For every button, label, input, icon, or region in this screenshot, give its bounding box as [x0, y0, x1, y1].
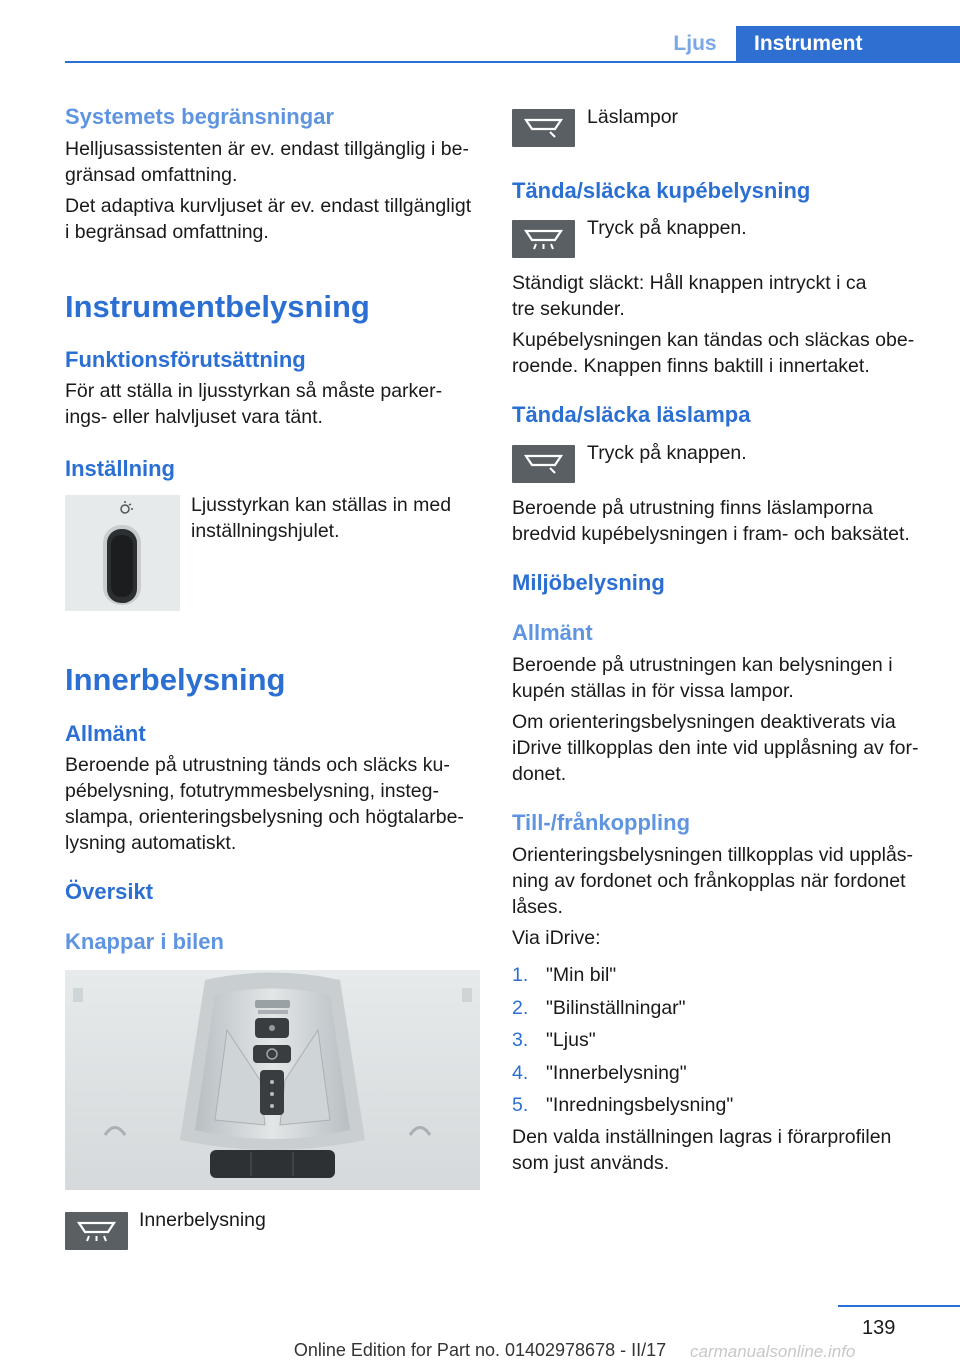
interior-light-button-icon-2	[512, 220, 575, 258]
step-text: "Innerbelysning"	[546, 1061, 687, 1084]
step-number: 4.	[512, 1061, 529, 1084]
saved-line-2: som just används.	[512, 1152, 670, 1174]
step-text: "Bilinställningar"	[546, 996, 686, 1019]
roof-console-image	[65, 970, 480, 1190]
system-limits-line-3: Det adaptiva kurvljuset är ev. endast tillgängligt	[65, 195, 472, 217]
roof-console-illustration	[65, 970, 480, 1190]
system-limits-line-1: Helljusassistenten är ev. endast tillgänglig i be-	[65, 138, 469, 160]
header-tab-instrument[interactable]: Instrument	[736, 26, 960, 61]
press-button-text-2: Tryck på knappen.	[587, 442, 747, 464]
step-number: 3.	[512, 1029, 529, 1051]
step-number: 5.	[512, 1094, 529, 1116]
saved-line-1: Den valda inställningen lagras i förarprofilen	[512, 1126, 892, 1148]
list-item	[512, 1024, 733, 1057]
list-item	[512, 1089, 733, 1122]
section-title-system-limits: Systemets begränsningar	[65, 104, 334, 129]
header-tab-ljus[interactable]: Ljus	[673, 32, 717, 55]
reading-light-icon	[512, 445, 575, 483]
onoff-line-3: låses.	[512, 896, 563, 918]
heading-ambient-general: Allmänt	[512, 620, 593, 645]
press-button-text-1: Tryck på knappen.	[587, 217, 747, 239]
equipment-line-1: Beroende på utrustning finns läslamporna	[512, 497, 873, 519]
ambient-line-5: donet.	[512, 763, 567, 785]
heading-ambient-lighting: Miljöbelysning	[512, 570, 665, 595]
step-text: "Inredningsbelysning"	[546, 1094, 734, 1116]
onoff-line-1: Orienteringsbelysningen tillkopplas vid upplås-	[512, 844, 914, 866]
independent-line-1: Kupébelysningen kan tändas och släckas obe-	[512, 329, 915, 351]
list-item	[512, 1057, 733, 1090]
reading-light-icon	[512, 109, 575, 147]
heading-interior-lighting: Innerbelysning	[65, 662, 286, 697]
via-idrive-text: Via iDrive:	[512, 927, 601, 949]
interior-light-label: Innerbelysning	[139, 1209, 266, 1231]
independent-line-2: roende. Knappen finns baktill i innertaket.	[512, 355, 870, 377]
ambient-line-2: kupén ställas in för vissa lampor.	[512, 680, 794, 702]
interior-light-icon	[65, 1212, 128, 1250]
header-rule	[65, 61, 960, 63]
heading-general: Allmänt	[65, 721, 146, 746]
heading-function-requirement: Funktionsförutsättning	[65, 347, 306, 372]
reading-light-button-icon-2	[512, 445, 575, 483]
page-number: 139	[862, 1317, 896, 1339]
heading-setting: Inställning	[65, 456, 175, 481]
interior-light-icon	[512, 220, 575, 258]
dimmer-wheel-icon	[65, 495, 180, 611]
equipment-line-2: bredvid kupébelysningen i fram- och baksätet.	[512, 523, 910, 545]
function-requirement-line-2: ings- eller halvljuset vara tänt.	[65, 406, 323, 428]
list-item	[512, 992, 733, 1025]
footer-rule	[838, 1305, 960, 1307]
setting-line-1: Ljusstyrkan kan ställas in med	[191, 494, 452, 516]
step-text: "Min bil"	[546, 964, 617, 986]
ambient-line-4: iDrive tillkopplas den inte vid upplåsning av for-	[512, 737, 919, 759]
idrive-steps-list	[512, 959, 733, 1122]
always-off-line-2: tre sekunder.	[512, 298, 625, 320]
heading-buttons-in-car: Knappar i bilen	[65, 929, 224, 954]
reading-light-button-icon-1	[512, 109, 575, 147]
watermark: carmanualsonline.info	[690, 1342, 856, 1361]
footer-edition: Online Edition for Part no. 01402978678 - II/17	[293, 1340, 667, 1360]
list-item	[512, 959, 733, 992]
general-line-2: pébelysning, fotutrymmesbelysning, insteg-	[65, 780, 439, 802]
general-line-3: slampa, orienteringsbelysning och högtalarbe-	[65, 806, 464, 828]
heading-overview: Översikt	[65, 879, 154, 904]
dimmer-wheel-image	[65, 495, 180, 611]
general-line-1: Beroende på utrustning tänds och släcks ku-	[65, 754, 450, 776]
ambient-line-3: Om orienteringsbelysningen deaktiverats via	[512, 711, 896, 733]
reading-lamps-label: Läslampor	[587, 106, 679, 128]
step-number: 1.	[512, 964, 529, 986]
onoff-line-2: ning av fordonet och frånkopplas när fordonet	[512, 870, 906, 892]
interior-light-button-icon	[65, 1212, 128, 1250]
heading-on-off: Till-/frånkoppling	[512, 810, 691, 835]
system-limits-line-2: gränsad omfattning.	[65, 164, 238, 186]
general-line-4: lysning automatiskt.	[65, 832, 237, 854]
step-number: 2.	[512, 996, 529, 1019]
always-off-line-1: Ständigt släckt: Håll knappen intryckt i ca	[512, 272, 867, 294]
setting-line-2: inställningshjulet.	[191, 520, 340, 542]
heading-toggle-interior-light: Tända/släcka kupébelysning	[512, 178, 811, 203]
heading-toggle-reading-lamp: Tända/släcka läslampa	[512, 402, 751, 427]
system-limits-line-4: i begränsad omfattning.	[65, 221, 269, 243]
function-requirement-line-1: För att ställa in ljusstyrkan så måste parker-	[65, 380, 443, 402]
ambient-line-1: Beroende på utrustningen kan belysningen i	[512, 654, 893, 676]
step-text: "Ljus"	[546, 1029, 596, 1051]
heading-instrument-lighting: Instrumentbelysning	[65, 289, 370, 324]
